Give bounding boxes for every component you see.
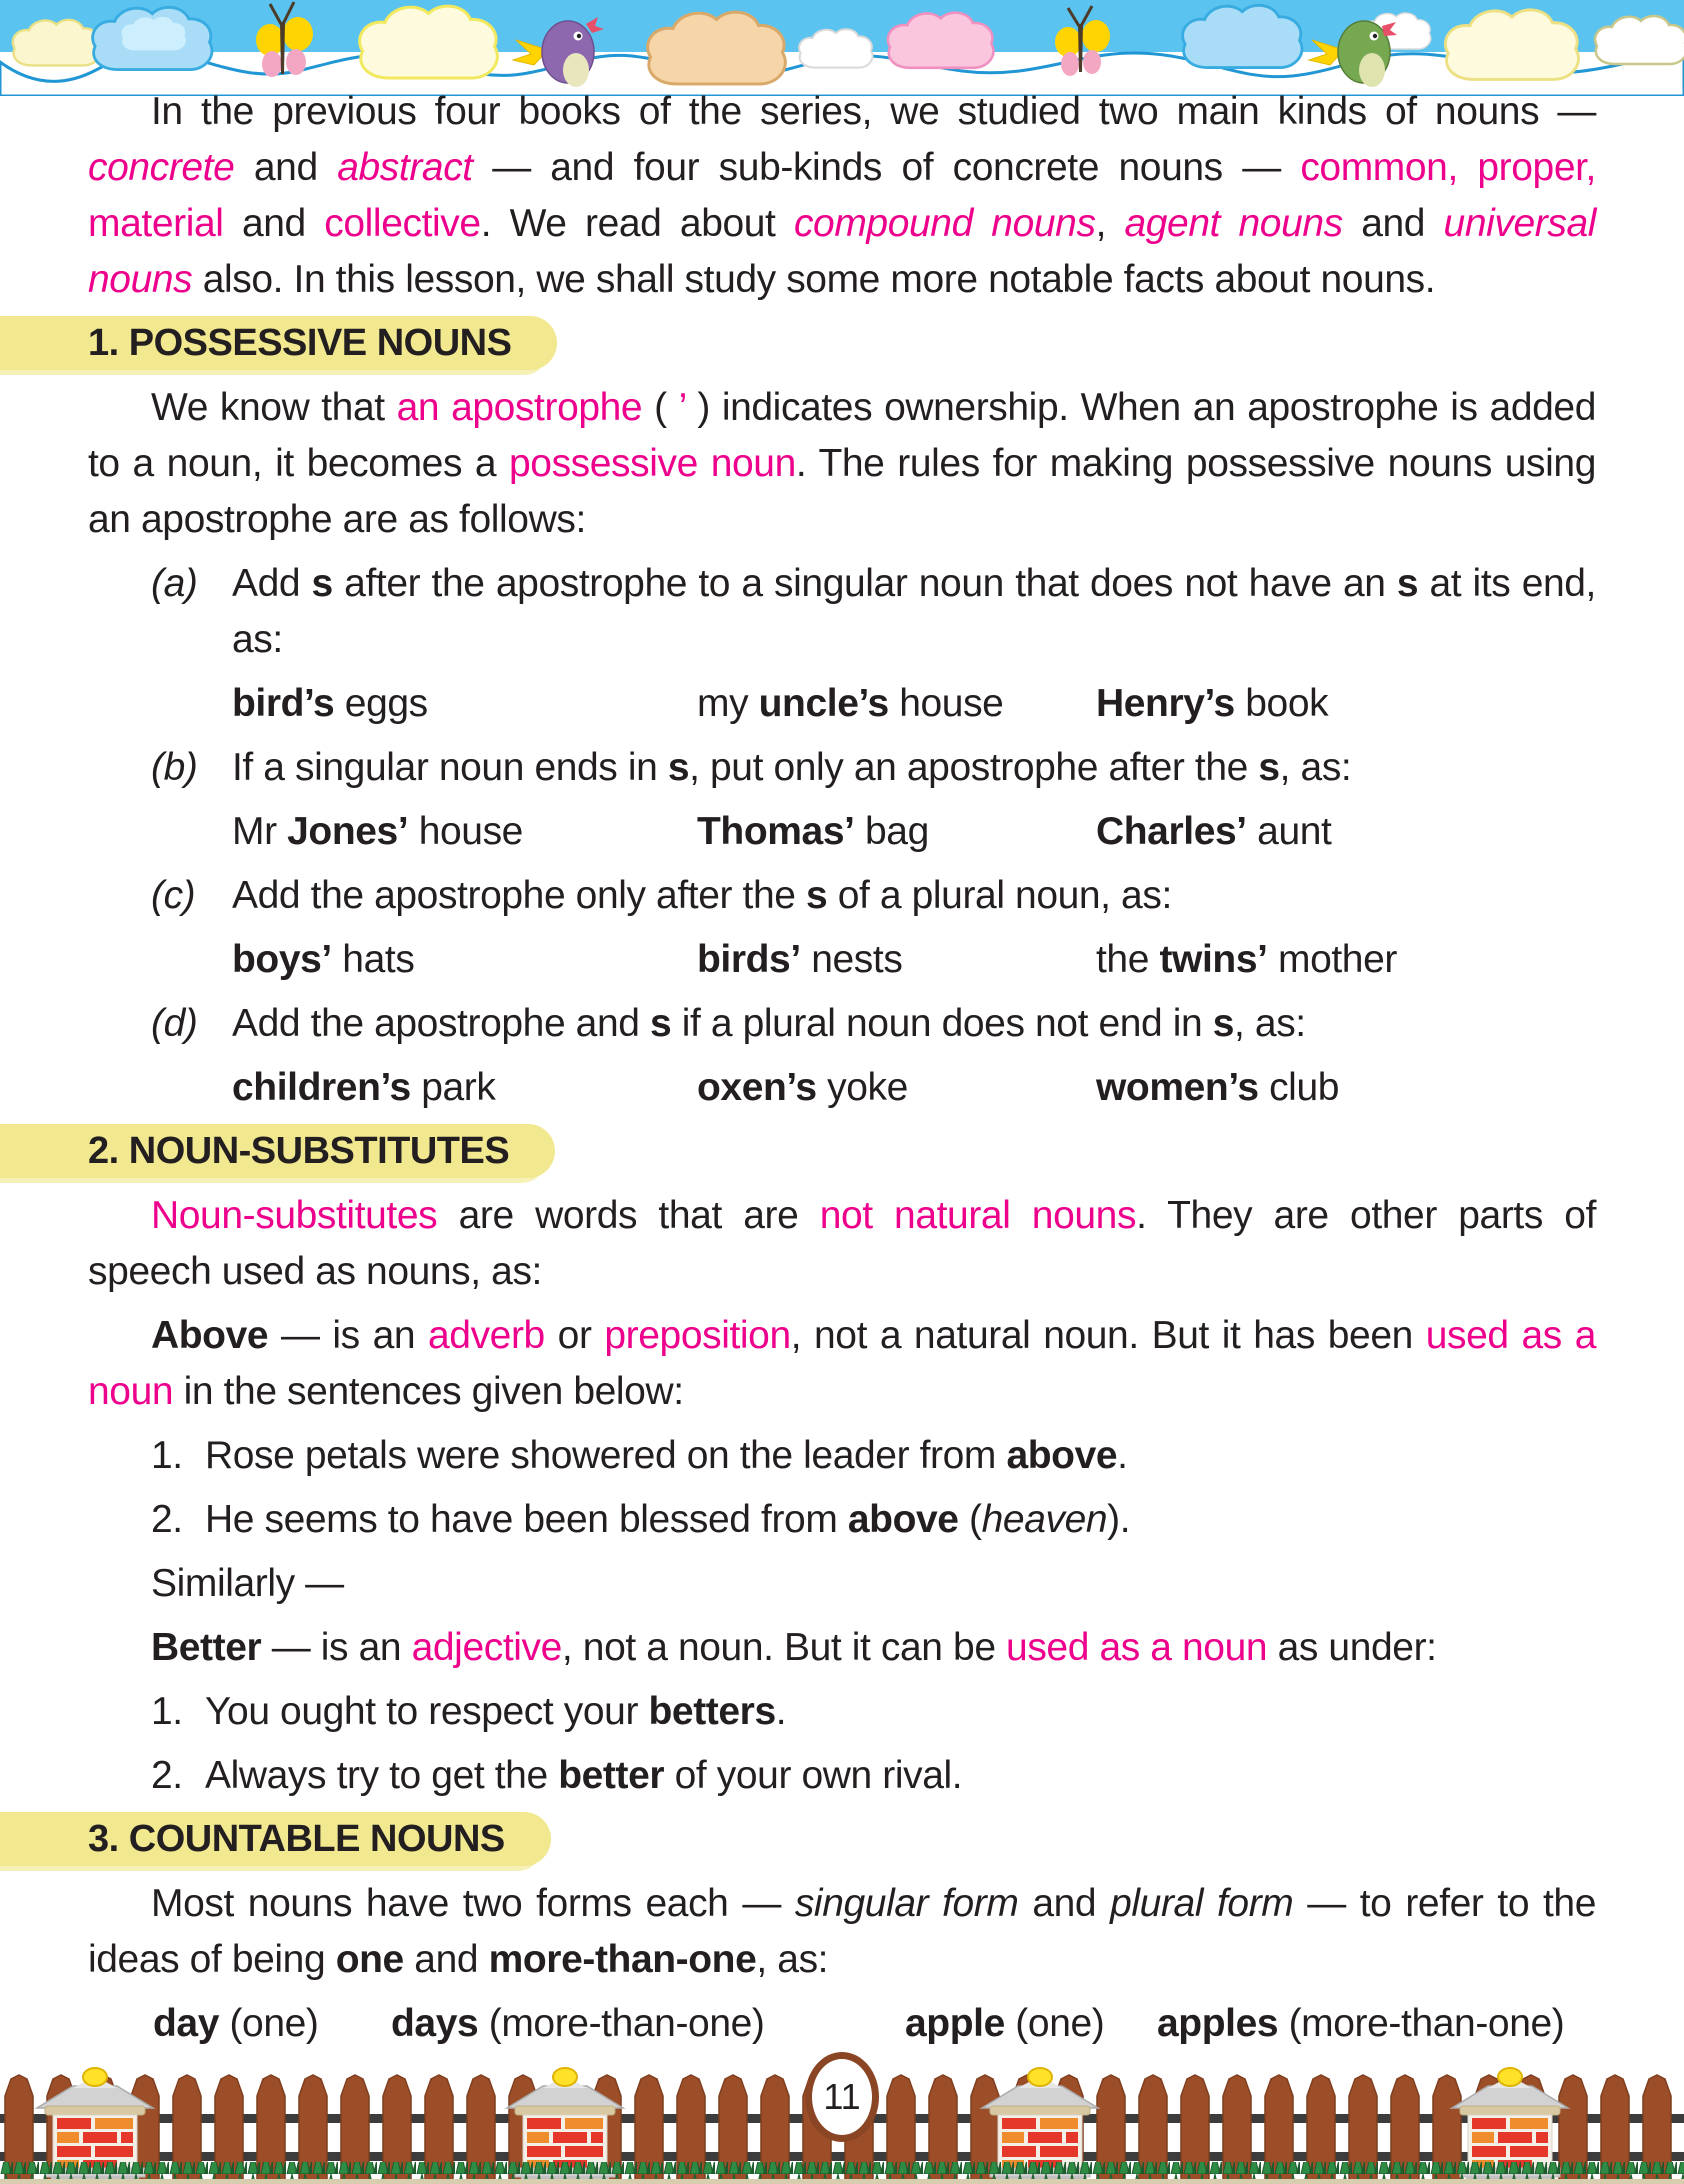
example-item: Thomas’ bag (697, 810, 929, 853)
numbered-item: 1. Rose petals were showered on the leader from above. (88, 1428, 1596, 1484)
numbered-item: 2. He seems to have been blessed from above (heaven). (88, 1492, 1596, 1548)
list-number: 1. (151, 1434, 183, 1477)
example-item: birds’ nests (697, 938, 903, 981)
rule-marker: (c) (151, 874, 196, 917)
list-number: 2. (151, 1754, 183, 1797)
top-border-decoration (0, 0, 1684, 96)
section-heading-possessive-nouns: 1. POSSESSIVE NOUNS (0, 316, 557, 370)
example-item: children’s park (232, 1066, 496, 1109)
example-item: Charles’ aunt (1096, 810, 1332, 853)
examples-row (88, 1996, 1596, 2052)
example-item: apples (more-than-one) (1157, 2002, 1565, 2045)
noun-substitutes-intro-paragraph: Noun-substitutes are words that are not natural nouns. They are other parts of speech used as nouns, as: (88, 1194, 1597, 1293)
numbered-item: 2. Always try to get the better of your own rival. (88, 1748, 1596, 1804)
similarly-paragraph: Similarly — (151, 1562, 344, 1605)
rule-marker: (d) (151, 1002, 198, 1045)
example-item: apple (one) (905, 2002, 1105, 2045)
rule-item-d: (d) Add the apostrophe and s if a plural noun does not end in s, as: (88, 996, 1596, 1052)
countable-intro-paragraph: Most nouns have two forms each — singular form and plural form — to refer to the ideas of being one and more-than-one, as: (88, 1882, 1596, 1981)
rule-item-c: (c) Add the apostrophe only after the s of a plural noun, as: (88, 868, 1596, 924)
examples-row (88, 804, 1596, 860)
examples-row (88, 676, 1596, 732)
numbered-item: 1. You ought to respect your betters. (88, 1684, 1596, 1740)
better-paragraph: Better — is an adjective, not a noun. But it can be used as a noun as under: (151, 1626, 1437, 1669)
page-content (88, 84, 1596, 2060)
example-item: boys’ hats (232, 938, 415, 981)
examples-row (88, 1060, 1596, 1116)
ground-strip (0, 2179, 1684, 2184)
examples-row (88, 932, 1596, 988)
example-item: bird’s eggs (232, 682, 428, 725)
list-number: 1. (151, 1690, 183, 1733)
example-item: days (more-than-one) (391, 2002, 765, 2045)
intro-paragraph: In the previous four books of the series, we studied two main kinds of nouns — concrete and abstract — and four sub-kinds of concrete nouns — common, proper, material and collective. We read about compound nouns, agent nouns and universal nouns also. In this lesson, we shall study some more notable facts about nouns. (88, 90, 1597, 301)
example-item: day (one) (153, 2002, 319, 2045)
example-item: my uncle’s house (697, 682, 1004, 725)
rule-marker: (b) (151, 746, 198, 789)
section-heading-noun-substitutes: 2. NOUN-SUBSTITUTES (0, 1124, 555, 1178)
section-heading-countable-nouns: 3. COUNTABLE NOUNS (0, 1812, 551, 1866)
rule-item-a: (a) Add s after the apostrophe to a singular noun that does not have an s at its end, as: (88, 556, 1596, 668)
page-number-badge: 11 (805, 2052, 879, 2142)
example-item: the twins’ mother (1096, 938, 1397, 981)
above-paragraph: Above — is an adverb or preposition, not a natural noun. But it has been used as a noun in the sentences given below: (88, 1314, 1596, 1413)
rule-item-b: (b) If a singular noun ends in s, put only an apostrophe after the s, as: (88, 740, 1596, 796)
example-item: Mr Jones’ house (232, 810, 523, 853)
example-item: oxen’s yoke (697, 1066, 908, 1109)
example-item: women’s club (1096, 1066, 1340, 1109)
rule-marker: (a) (151, 562, 198, 605)
list-number: 2. (151, 1498, 183, 1541)
possessive-intro-paragraph: We know that an apostrophe ( ’ ) indicates ownership. When an apostrophe is added to a noun, it becomes a possessive noun. The rules for making possessive nouns using an apostrophe are as follows: (88, 386, 1596, 541)
example-item: Henry’s book (1096, 682, 1329, 725)
